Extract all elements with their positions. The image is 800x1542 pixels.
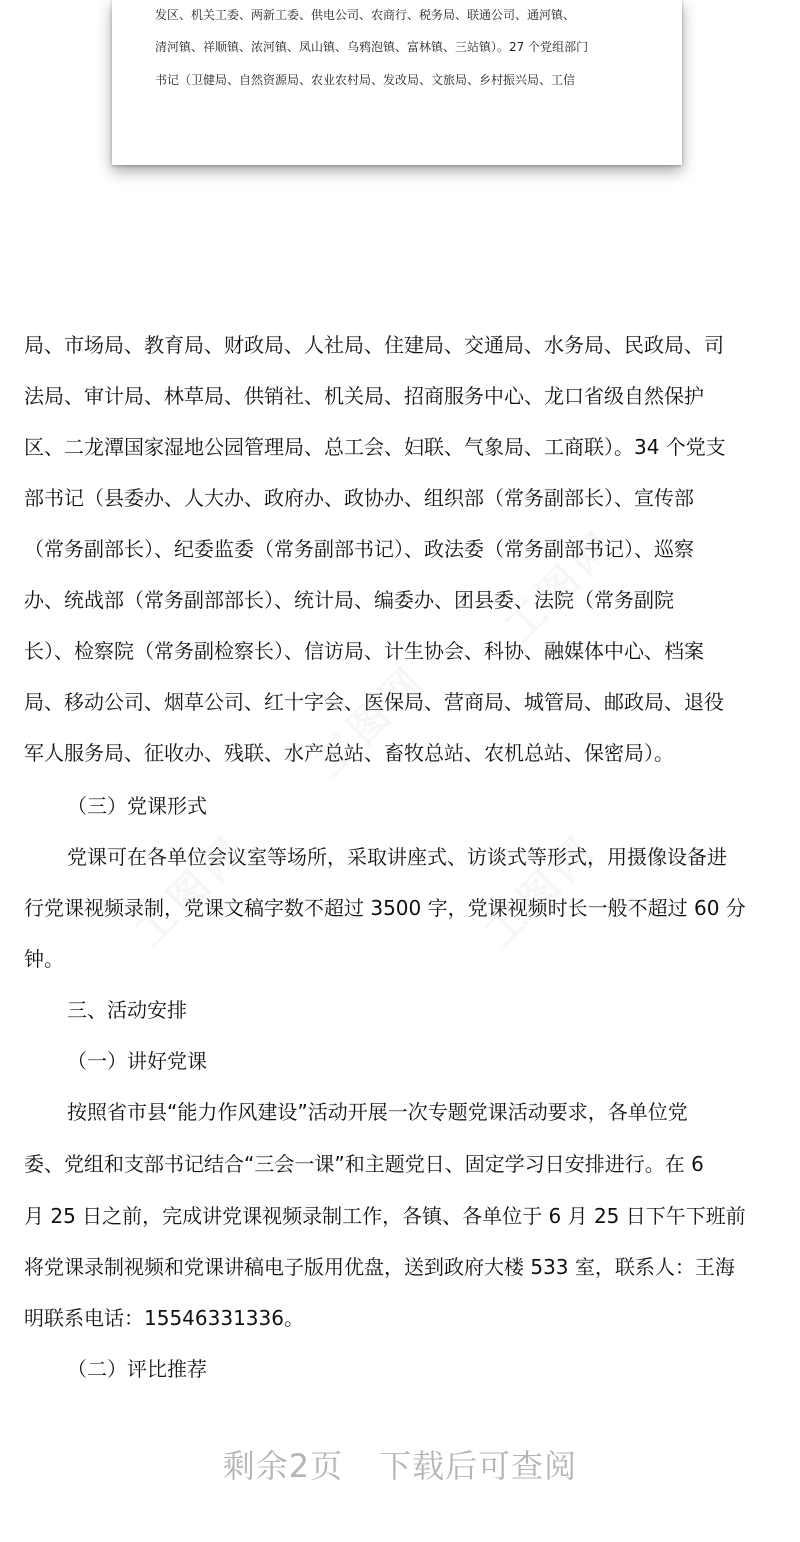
body-line: 军人服务局、征收办、残联、水产总站、畜牧总站、农机总站、保密局）。: [24, 741, 674, 765]
body-line: 部书记（县委办、人大办、政府办、政协办、组织部（常务副部长）、宣传部: [24, 486, 694, 510]
body-line: 党课可在各单位会议室等场所，采取讲座式、访谈式等形式，用摄像设备进: [67, 845, 727, 869]
watermark: [470, 820, 608, 958]
card-line: 发区、机关工委、两新工委、供电公司、农商行、税务局、联通公司、通河镇、: [155, 8, 576, 22]
body-line: 月 25 日之前，完成讲党课视频录制工作，各镇、各单位于 6 月 25 日下午下班前: [24, 1204, 746, 1228]
body-line: 区、二龙潭国家湿地公园管理局、总工会、妇联、气象局、工商联）。34 个党支: [24, 435, 726, 459]
remaining-pages-text: 剩余2页: [222, 1447, 344, 1485]
body-line: 明联系电话：15546331336。: [24, 1306, 304, 1330]
body-line: 行党课视频录制，党课文稿字数不超过 3500 字，党课视频时长一般不超过 60 分: [24, 896, 746, 920]
section-heading: （三）党课形式: [67, 794, 207, 818]
body-line: 按照省市县“能力作风建设”活动开展一次专题党课活动要求，各单位党: [67, 1100, 688, 1124]
section-heading: （一）讲好党课: [67, 1049, 207, 1073]
body-line: 委、党组和支部书记结合“三会一课”和主题党日、固定学习日安排进行。在 6: [24, 1152, 704, 1176]
download-to-view-text[interactable]: 下载后可查阅: [379, 1447, 578, 1485]
body-line: （常务副部长）、纪委监委（常务副部书记）、政法委（常务副部书记）、巡察: [24, 537, 694, 561]
body-line: 钟。: [24, 947, 64, 971]
download-prompt[interactable]: [0, 1446, 800, 1486]
section-heading: （二）评比推荐: [67, 1357, 207, 1381]
card-line: 书记（卫健局、自然资源局、农业农村局、发改局、文旅局、乡村振兴局、工信: [155, 73, 576, 87]
body-line: 法局、审计局、林草局、供销社、机关局、招商服务中心、龙口省级自然保护: [24, 384, 704, 408]
section-heading: 三、活动安排: [67, 998, 187, 1022]
card-line: 清河镇、祥顺镇、浓河镇、凤山镇、乌鸦泡镇、富林镇、三站镇）。27 个党组部门: [155, 40, 589, 54]
body-line: 局、移动公司、烟草公司、红十字会、医保局、营商局、城管局、邮政局、退役: [24, 690, 724, 714]
body-line: 长）、检察院（常务副检察长）、信访局、计生协会、科协、融媒体中心、档案: [24, 639, 704, 663]
watermark: [120, 820, 258, 958]
body-line: 办、统战部（常务副部部长）、统计局、编委办、团县委、法院（常务副院: [24, 588, 674, 612]
page-preview-card: [112, 0, 682, 165]
body-line: 将党课录制视频和党课讲稿电子版用优盘，送到政府大楼 533 室，联系人：王海: [24, 1255, 735, 1279]
body-line: 局、市场局、教育局、财政局、人社局、住建局、交通局、水务局、民政局、司: [24, 333, 724, 357]
